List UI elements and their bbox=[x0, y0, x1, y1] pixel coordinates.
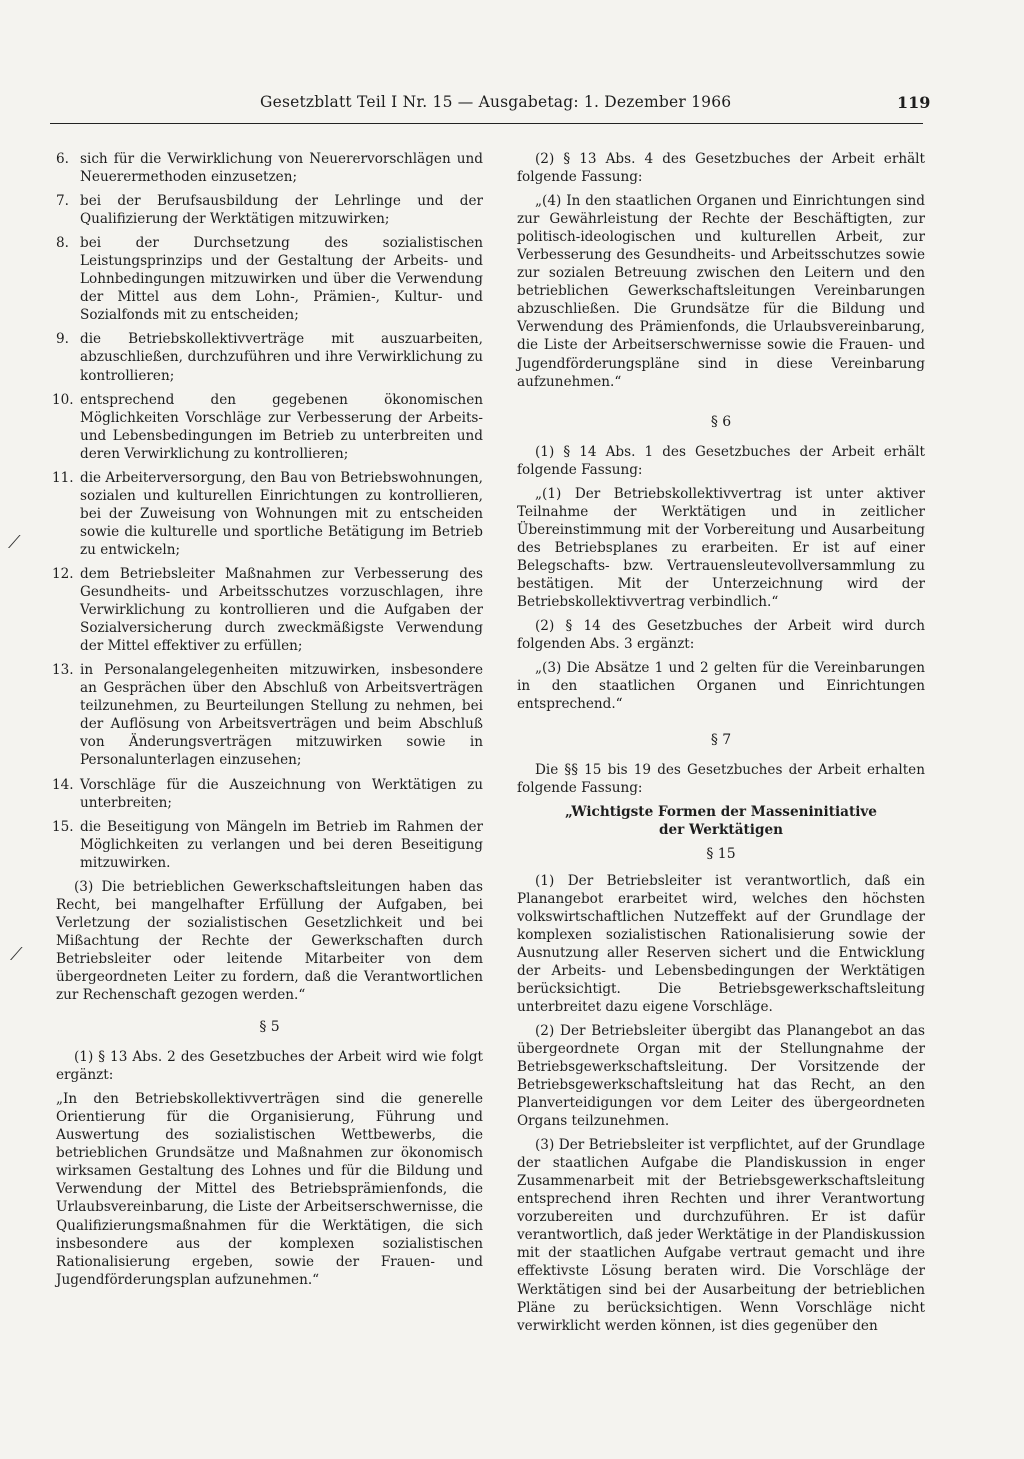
page-header bbox=[0, 93, 1024, 117]
section-heading: § 5 bbox=[259, 1019, 280, 1036]
paragraph: Die §§ 15 bis 19 des Gesetzbuches der Arbeit erhalten folgende Fassung: bbox=[517, 762, 925, 797]
list-item bbox=[52, 469, 483, 559]
list-number: 7. bbox=[56, 193, 69, 210]
paragraph: (1) § 14 Abs. 1 des Gesetzbuches der Arbeit erhält folgende Fassung: bbox=[517, 443, 925, 478]
paragraph: (2) § 13 Abs. 4 des Gesetzbuches der Arbeit erhält folgende Fassung: bbox=[517, 151, 925, 186]
section-heading: § 15 bbox=[706, 846, 736, 863]
list-item bbox=[56, 150, 483, 186]
list-item bbox=[56, 192, 483, 228]
right-column bbox=[517, 150, 925, 1341]
list-text: die Betriebskollektivverträge mit auszuarbeiten, abzuschließen, durchzuführen und ihre Verwirklichung zu kontrollieren; bbox=[80, 331, 483, 384]
header-rule bbox=[50, 123, 923, 124]
paragraph: (3) Der Betriebsleiter ist verpflichtet, auf der Grundlage der staatlichen Aufgabe die Plandiskussion in enger Zusammenarbeit mit der Betriebsgewerkschaftsleitung entsprechend ihren Rechten und ihrer Verantwortung vorzubereiten und durchzuführen. Er ist dafür verantwortlich, daß jeder Werktätige in der Plandiskussion mit der staatlichen Aufgabe vertraut gemacht und ihre effektivste Lösung beraten wird. Die Vorschläge der Werktätigen sind bei der Ausarbeitung der betrieblichen Pläne zu berücksichtigen. Wenn Vorschläge nicht verwirklicht werden können, ist dies gegenüber den bbox=[517, 1137, 925, 1334]
list-item bbox=[52, 661, 483, 769]
margin-check-mark: ⟋ bbox=[8, 532, 21, 553]
list-text: die Arbeiterversorgung, den Bau von Betriebswohnungen, sozialen und kulturellen Einrichtungen zu kontrollieren, bei der Zuweisung von Wohnungen mit zu entscheiden sowie die kulturelle und sportliche Betätigung im Betrieb zu entwickeln; bbox=[80, 469, 483, 558]
list-text: sich für die Verwirklichung von Neuerervorschlägen und Neuerermethoden einzusetzen; bbox=[80, 151, 483, 186]
list-text: die Beseitigung von Mängeln im Betrieb im Rahmen der Möglichkeiten zu verlangen und bei deren Beseitigung mitzuwirken. bbox=[80, 818, 483, 871]
list-number: 14. bbox=[52, 776, 74, 793]
list-text: entsprechend den gegebenen ökonomischen Möglichkeiten Vorschläge zur Verbesserung der Arbeits- und Lebensbedingungen im Betrieb zu unterbreiten und deren Verwirklichung zu kontrollieren; bbox=[80, 391, 483, 462]
page-number: 119 bbox=[897, 93, 931, 112]
list-item bbox=[56, 234, 483, 324]
list-item bbox=[52, 391, 483, 463]
subheading-line: der Werktätigen bbox=[658, 822, 783, 839]
paragraph: (1) Der Betriebsleiter ist verantwortlich, daß ein Planangebot erarbeitet wird, welches den höchsten volkswirtschaftlichen Nutzeffekt auf der Grundlage der komplexen sozialistischen Rationalisierung sowie der Ausnutzung aller Reserven sichert und die Entwicklung der Arbeits- und Lebensbedingungen der Werktätigen berücksichtigt. Die Betriebsgewerkschaftsleitung unterbreitet dazu eigene Vorschläge. bbox=[517, 872, 925, 1015]
list-number: 8. bbox=[56, 235, 69, 252]
subheading bbox=[517, 803, 925, 839]
section-heading: § 6 bbox=[710, 413, 732, 430]
list-number: 13. bbox=[52, 662, 74, 679]
list-number: 6. bbox=[56, 151, 69, 167]
list-text: in Personalangelegenheiten mitzuwirken, insbesondere an Gesprächen über den Abschluß von Arbeitsverträgen teilzunehmen, zu Beurteilungen Stellung zu nehmen, bei der Auflösung von Arbeitsverträgen und beim Abschluß von Änderungsverträgen mitzuwirken sowie in Personalunterlagen einzusehen; bbox=[80, 662, 483, 769]
list-text: bei der Berufsausbildung der Lehrlinge und der Qualifizierung der Werktätigen mitzuwirken; bbox=[80, 193, 483, 228]
quoted-paragraph: „(3) Die Absätze 1 und 2 gelten für die Vereinbarungen in den staatlichen Organen und Einrichtungen entsprechend.“ bbox=[517, 660, 925, 713]
list-number: 11. bbox=[52, 469, 74, 486]
quoted-paragraph: „In den Betriebskollektivverträgen sind die generelle Orientierung für die Organisierung, Führung und Auswertung des sozialistischen Wettbewerbs, die betrieblichen Grundsätze und Maßnahmen zur ökonomisch wirksamen Gestaltung des Lohnes und für die Bildung und Verwendung der Mittel des Betriebsprämienfonds, die Urlaubsvereinbarung, die Liste der Arbeitserschwernisse, die Qualifizierungsmaßnahmen für die Werktätigen, die sich insbesondere aus der komplexen sozialistischen Rationalisierung ergeben, sowie der Frauen- und Jugendförderungsplan aufzunehmen.“ bbox=[56, 1091, 483, 1288]
header-title: Gesetzblatt Teil I Nr. 15 — Ausgabetag: 1. Dezember 1966 bbox=[260, 93, 732, 111]
list-item bbox=[52, 565, 483, 655]
margin-check-mark: ⟋ bbox=[10, 944, 23, 965]
subheading-line: „Wichtigste Formen der Masseninitiative bbox=[565, 804, 877, 821]
left-column bbox=[52, 150, 483, 1295]
list-number: 10. bbox=[52, 391, 74, 408]
list-text: dem Betriebsleiter Maßnahmen zur Verbesserung des Gesundheits- und Arbeitsschutzes vorzuschlagen, ihre Verwirklichung zu kontrollieren und die Aufgaben der Sozialversicherung durch zweckmäßigste Verwendung der Mittel effektiver zu erfüllen; bbox=[80, 565, 483, 655]
paragraph: (3) Die betrieblichen Gewerkschaftsleitungen haben das Recht, bei mangelhafter Erfüllung der Aufgaben, bei Verletzung der sozialistischen Gesetzlichkeit und bei Mißachtung der Rechte der Gewerkschaften durch Betriebsleiter oder leitende Mitarbeiter von dem übergeordneten Leiter zu fordern, daß die Verantwortlichen zur Rechenschaft gezogen werden.“ bbox=[56, 878, 483, 1004]
paragraph: (2) § 14 des Gesetzbuches der Arbeit wird durch folgenden Abs. 3 ergänzt: bbox=[517, 618, 925, 653]
list-number: 12. bbox=[52, 565, 74, 582]
list-item bbox=[52, 818, 483, 872]
section-heading: § 7 bbox=[710, 732, 732, 749]
list-item bbox=[56, 330, 483, 384]
quoted-paragraph: „(4) In den staatlichen Organen und Einrichtungen sind zur Gewährleistung der Rechte der Beschäftigten, zur politisch-ideologischen und kulturellen Arbeit, zur Verbesserung des Gesundheits- und Arbeitsschutzes sowie zur sozialen Betreuung zwischen den Leitern und den betrieblichen Gewerkschaftsleitungen Vereinbarungen abzuschließen. Die Grundsätze für die Bildung und Verwendung des Prämienfonds, die Urlaubsvereinbarung, die Liste der Arbeitserschwernisse sowie die Frauen- und Jugendförderungspläne sind in diese Vereinbarung aufzunehmen.“ bbox=[517, 193, 925, 390]
list-text: bei der Durchsetzung des sozialistischen Leistungsprinzips und der Gestaltung der Arbeits- und Lohnbedingungen mitzuwirken und über die Verwendung der Mittel aus dem Lohn-, Prämien-, Kultur- und Sozialfonds mit zu entscheiden; bbox=[80, 235, 483, 324]
quoted-paragraph: „(1) Der Betriebskollektivvertrag ist unter aktiver Teilnahme der Werktätigen und in zeitlicher Übereinstimmung mit der Vorbereitung und Ausarbeitung des Betriebsplanes zu erarbeiten. Er ist auf einer Belegschafts- bzw. Vertrauensleutevollversammlung zu bestätigen. Mit der Unterzeichnung wird der Betriebskollektivvertrag verbindlich.“ bbox=[517, 485, 925, 611]
list-number: 15. bbox=[52, 818, 74, 835]
list-text: Vorschläge für die Auszeichnung von Werktätigen zu unterbreiten; bbox=[80, 776, 483, 811]
paragraph: (1) § 13 Abs. 2 des Gesetzbuches der Arbeit wird wie folgt ergänzt: bbox=[56, 1049, 483, 1084]
paragraph: (2) Der Betriebsleiter übergibt das Planangebot an das übergeordnete Organ mit der Stellungnahme der Betriebsgewerkschaftsleitung. Der Vorsitzende der Betriebsgewerkschaftsleitung hat das Recht, an den Planverteidigungen vor dem Leiter des übergeordneten Organs teilzunehmen. bbox=[517, 1022, 925, 1130]
list-item bbox=[52, 776, 483, 812]
list-number: 9. bbox=[56, 331, 69, 348]
